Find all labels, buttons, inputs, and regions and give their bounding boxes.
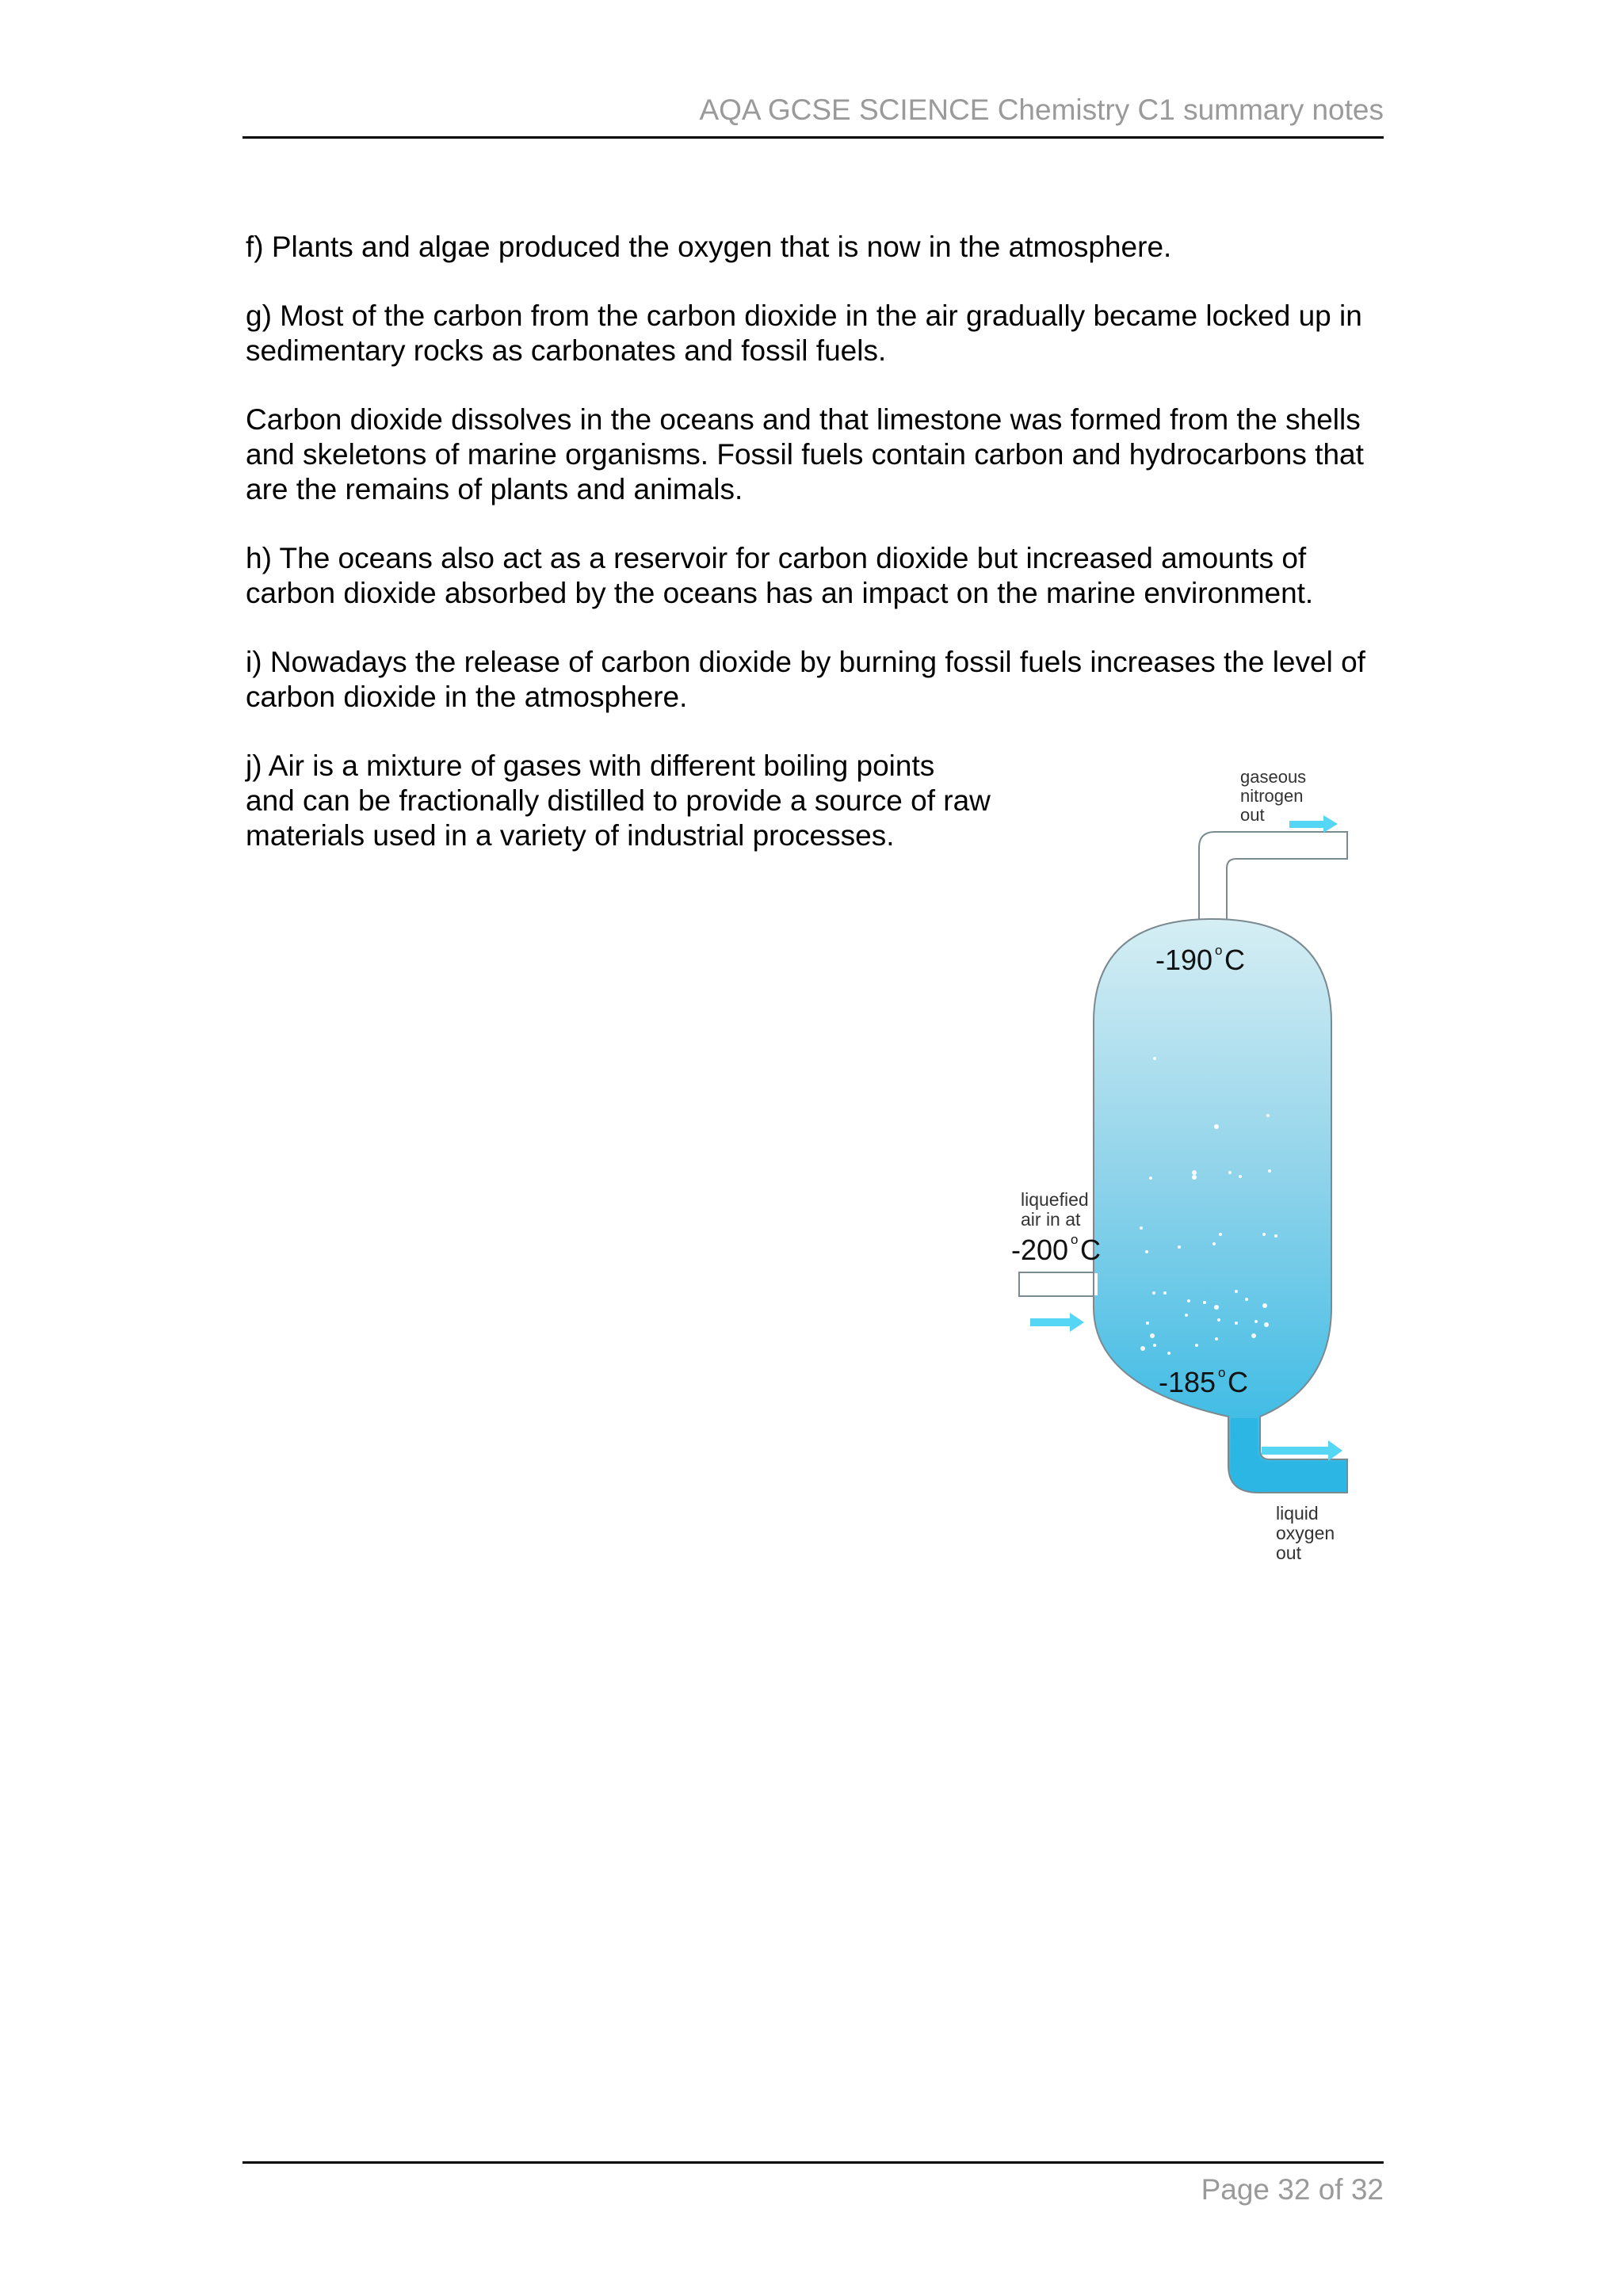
document-title: AQA GCSE SCIENCE Chemistry C1 summary notes: [699, 93, 1384, 126]
top-degree: o: [1215, 943, 1223, 958]
page-footer: [242, 2161, 1384, 2206]
inlet-pipe: [1019, 1272, 1094, 1296]
paragraph-carbon-dioxide: Carbon dioxide dissolves in the oceans and that limestone was formed from the shells and skeletons of marine organisms. Fossil fuels contain carbon and hydrocarbons that are the remains of plants and animals.: [246, 403, 1364, 505]
distillation-column-figure: [1006, 761, 1355, 1577]
inlet-degree: o: [1071, 1232, 1079, 1247]
fractional-distillation-diagram: [1006, 761, 1355, 1577]
bottom-unit: C: [1228, 1366, 1248, 1398]
top-unit: C: [1224, 944, 1245, 976]
oxygen-out-arrow: [1262, 1440, 1342, 1461]
page-number: Page 32 of 32: [1201, 2173, 1384, 2206]
top-outlet-pipe: [1199, 832, 1347, 930]
bottom-degree: o: [1218, 1365, 1226, 1380]
paragraph-f: f) Plants and algae produced the oxygen that is now in the atmosphere.: [246, 231, 1172, 263]
paragraph-h: h) The oceans also act as a reservoir for carbon dioxide but increased amounts of carbon dioxide absorbed by the oceans has an impact on the marine environment.: [246, 542, 1314, 609]
paragraph-i: i) Nowadays the release of carbon dioxide by burning fossil fuels increases the level of carbon dioxide in the atmosphere.: [246, 646, 1365, 713]
inlet-unit: C: [1080, 1234, 1101, 1266]
air-in-label-line1: liquefied: [1021, 1189, 1089, 1210]
bottom-temperature: -185: [1159, 1366, 1216, 1398]
nitrogen-label-line1: gaseous: [1240, 767, 1307, 787]
nitrogen-label-line2: nitrogen: [1240, 786, 1304, 806]
inlet-temperature: -200: [1011, 1234, 1069, 1266]
column-vessel: [1094, 919, 1347, 1493]
air-in-label-line2: air in at: [1021, 1209, 1081, 1230]
oxygen-label-line3: out: [1276, 1543, 1301, 1563]
oxygen-label-line2: oxygen: [1276, 1523, 1335, 1543]
paragraph-j: j) Air is a mixture of gases with different boiling points and can be fractionally distilled to provide a source of raw materials used in a variety of industrial processes.: [246, 749, 991, 852]
air-in-arrow: [1030, 1313, 1084, 1332]
nitrogen-label-line3: out: [1240, 805, 1265, 825]
paragraph-g: g) Most of the carbon from the carbon dioxide in the air gradually became locked up in sedimentary rocks as carbonates and fossil fuels.: [246, 299, 1362, 367]
nitrogen-out-arrow: [1289, 815, 1338, 833]
top-temperature: -190: [1155, 944, 1213, 976]
oxygen-label-line1: liquid: [1276, 1503, 1319, 1524]
page-header: [242, 93, 1384, 139]
